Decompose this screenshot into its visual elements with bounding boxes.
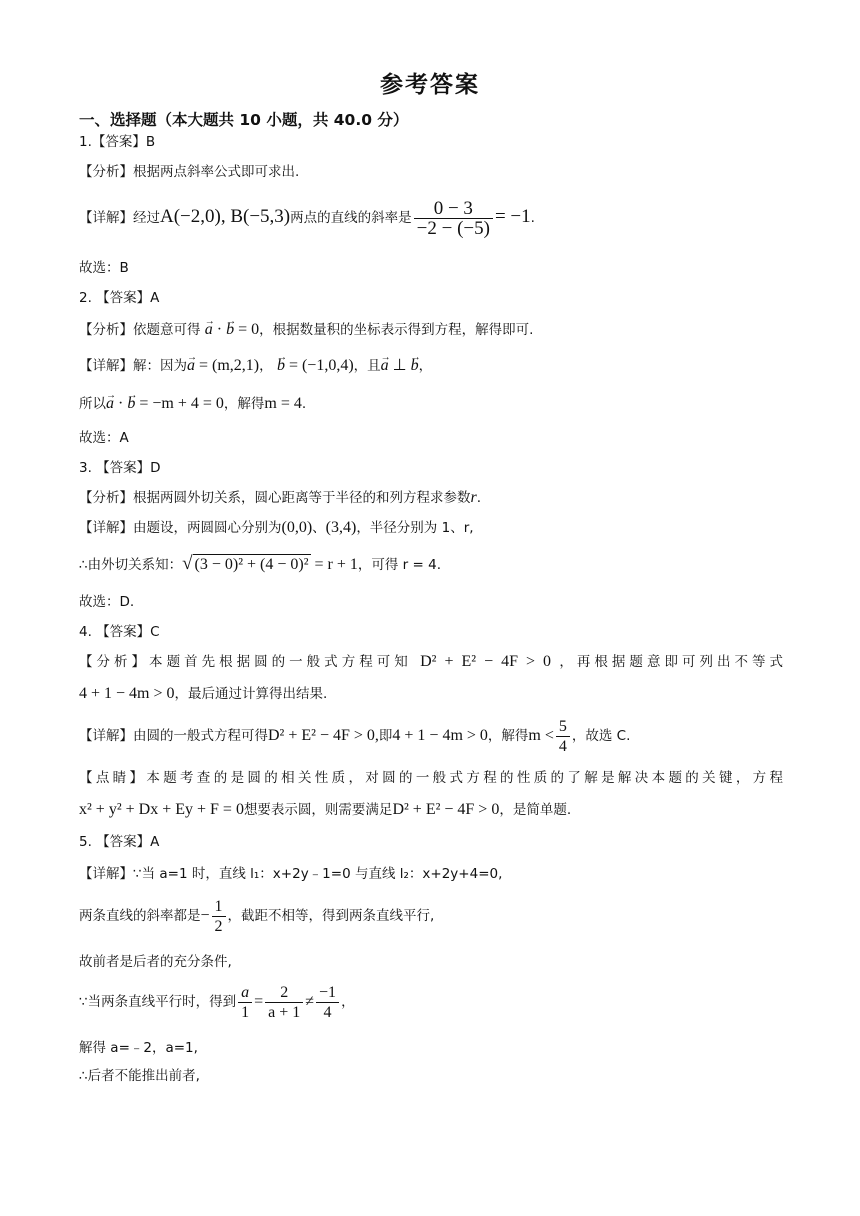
q1-detail-mid: 两点的直线的斜率是 bbox=[290, 210, 412, 226]
q1-result: = −1 bbox=[494, 206, 531, 227]
q5-slope-sign: − bbox=[200, 907, 210, 924]
q2-detail-a: 【详解】解：因为 bbox=[79, 358, 187, 374]
q2-analysis-a: 【分析】依题意可得 bbox=[79, 322, 201, 338]
q1-answer: 1.【答案】B bbox=[79, 134, 156, 150]
q5-frac-3 bbox=[316, 983, 339, 1022]
q4-detail-m1: D² + E² − 4F > 0, bbox=[268, 727, 379, 744]
q3-therefore: ∴由外切关系知：√ (3 − 0)² + (4 − 0)² = r + 1，可得 r = 4. bbox=[79, 553, 442, 574]
q4-analysis-2m: 4 + 1 − 4m > 0 bbox=[79, 685, 175, 702]
q1-points: A(−2,0), B(−5,3) bbox=[160, 206, 291, 227]
q5-f1d: 1 bbox=[241, 1003, 250, 1021]
q2-analysis: 【分析】依题意可得 → a · → b = 0，根据数量积的坐标表示得到方程，解得即可. bbox=[79, 320, 533, 340]
q2-so-math: = −m + 4 = 0 bbox=[139, 395, 224, 412]
q3-result: ，可得 r = 4. bbox=[357, 557, 442, 573]
q5-line-4: ∵当两条直线平行时，得到 $\frac{a}{1}$ = $\frac{2}{a + 1}$ ≠ $\frac{-1}{4}$ ， bbox=[79, 983, 355, 1021]
q2-a-vec: (m,2,1) bbox=[212, 357, 260, 374]
q4-analysis-2 bbox=[79, 684, 327, 704]
q5-line-5: 解得 a=﹣2，a=1, bbox=[79, 1040, 198, 1056]
q5-slope-fraction bbox=[212, 897, 226, 936]
q5-f3d: 4 bbox=[323, 1003, 332, 1021]
q3-analysis: 【分析】根据两圆外切关系，圆心距离等于半径的和列方程求参数r. bbox=[79, 489, 482, 506]
q4-detail-m2: 4 + 1 − 4m > 0 bbox=[392, 727, 488, 744]
q4-analysis-2b: ，最后通过计算得出结果. bbox=[174, 686, 328, 702]
q3-detail-b: ，半径分别为 1、r, bbox=[356, 520, 474, 536]
page-title: 参考答案 bbox=[380, 72, 480, 98]
q4-point-2m: x² + y² + Dx + Ey + F = 0 bbox=[79, 801, 244, 818]
q4-detail-b: 即 bbox=[378, 728, 393, 744]
q3-therefore-text: ∴由外切关系知： bbox=[79, 557, 183, 573]
q1-detail-prefix: 【详解】经过 bbox=[79, 210, 160, 226]
q1-detail: 【详解】经过A(−2,0), B(−5,3)两点的直线的斜率是 $\frac{0 - 3}{-2 - (-5)}$ = −1. bbox=[79, 197, 535, 239]
q2-detail-b: ，且 bbox=[353, 358, 381, 374]
q5-line2-a: 两条直线的斜率都是 bbox=[79, 908, 201, 924]
q5-f2d: a + 1 bbox=[268, 1003, 301, 1021]
q2-choice: 故选：A bbox=[79, 430, 129, 446]
q4-detail-m3: m < bbox=[528, 727, 554, 744]
q2-so-prefix: 所以 bbox=[79, 396, 106, 412]
q4-point-2b: ，是简单题. bbox=[499, 802, 572, 818]
q4-detail-d: ，故选 C. bbox=[571, 728, 631, 744]
q4-point-2m2: D² + E² − 4F > 0 bbox=[392, 801, 500, 818]
q2-so: 所以→ a · → b = −m + 4 = 0，解得m = 4. bbox=[79, 394, 306, 414]
q4-point-1: 【点睛】本题考查的是圆的相关性质，对圆的一般式方程的性质的了解是解决本题的关键，方程 bbox=[79, 770, 783, 786]
q1-choice: 故选：B bbox=[79, 260, 129, 276]
q5-frac-1 bbox=[238, 983, 252, 1022]
q4-analysis-1 bbox=[79, 652, 783, 672]
q2-answer: 2. 【答案】A bbox=[79, 290, 160, 306]
q3-answer: 3. 【答案】D bbox=[79, 460, 161, 476]
q3-center-2: (3,4) bbox=[325, 519, 357, 536]
q4-frac-den: 4 bbox=[558, 737, 567, 755]
q4-frac-num: 5 bbox=[556, 717, 570, 737]
q5-line4-a: ∵当两条直线平行时，得到 bbox=[79, 994, 237, 1010]
q4-detail bbox=[79, 716, 630, 756]
q4-analysis-1m: D² + E² − 4F > 0 bbox=[420, 653, 552, 670]
q3-choice: 故选：D. bbox=[79, 594, 135, 610]
q5-f3n: −1 bbox=[316, 983, 339, 1003]
q5-answer: 5. 【答案】A bbox=[79, 834, 160, 850]
q5-slope-den: 2 bbox=[214, 917, 223, 935]
q4-point-2 bbox=[79, 800, 571, 820]
q1-slope-fraction bbox=[414, 199, 493, 238]
q5-f1n: a bbox=[238, 983, 252, 1003]
section-heading: 一、选择题（本大题共 10 小题，共 40.0 分） bbox=[79, 111, 409, 129]
q1-frac-den: −2 − (−5) bbox=[416, 217, 490, 239]
q3-detail: 【详解】由题设，两圆圆心分别为(0,0)、(3,4)，半径分别为 1、r, bbox=[79, 519, 474, 536]
q3-center-1: (0,0) bbox=[281, 519, 313, 536]
q2-analysis-b: ，根据数量积的坐标表示得到方程，解得即可. bbox=[259, 322, 534, 338]
q2-b-vec: (−1,0,4) bbox=[301, 357, 354, 374]
q5-slope-num: 1 bbox=[212, 897, 226, 917]
q2-detail: 【详解】解：因为→ a = (m,2,1)， → b = (−1,0,4)，且→ a ⊥ → b， bbox=[79, 356, 432, 376]
q4-analysis-1b: ，再根据题意即可列出不等式 bbox=[559, 654, 784, 670]
q5-line-6: ∴后者不能推出前者, bbox=[79, 1068, 200, 1084]
q4-answer: 4. 【答案】C bbox=[79, 624, 160, 640]
q4-detail-c: ，解得 bbox=[487, 728, 529, 744]
q5-detail-1: 【详解】∵当 a=1 时，直线 l₁：x+2y﹣1=0 与直线 l₂：x+2y+4=0, bbox=[79, 866, 503, 882]
q4-point-2a: 想要表示圆，则需要满足 bbox=[243, 802, 393, 818]
q1-analysis: 【分析】根据两点斜率公式即可求出. bbox=[79, 164, 300, 180]
q2-so-suffix: ，解得 bbox=[223, 396, 265, 412]
q5-line-3: 故前者是后者的充分条件, bbox=[79, 954, 232, 970]
q3-sqrt-expr: (3 − 0)² + (4 − 0)² bbox=[194, 556, 309, 573]
q4-fraction bbox=[556, 717, 570, 756]
q3-eq-tail: = r + 1 bbox=[314, 556, 358, 573]
q3-detail-a: 【详解】由题设，两圆圆心分别为 bbox=[79, 520, 282, 536]
q5-frac-2 bbox=[265, 983, 303, 1022]
q4-detail-a: 【详解】由圆的一般式方程可得 bbox=[79, 728, 268, 744]
q1-frac-num: 0 − 3 bbox=[414, 199, 493, 219]
q5-f2n: 2 bbox=[265, 983, 303, 1003]
q4-analysis-1a: 【分析】本题首先根据圆的一般式方程可知 bbox=[79, 654, 412, 670]
q2-m-val: m = 4 bbox=[264, 395, 302, 412]
q3-analysis-text: 【分析】根据两圆外切关系，圆心距离等于半径的和列方程求参数 bbox=[79, 490, 471, 506]
q5-line2-b: ，截距不相等，得到两条直线平行, bbox=[227, 908, 435, 924]
q5-line-2 bbox=[79, 894, 434, 938]
